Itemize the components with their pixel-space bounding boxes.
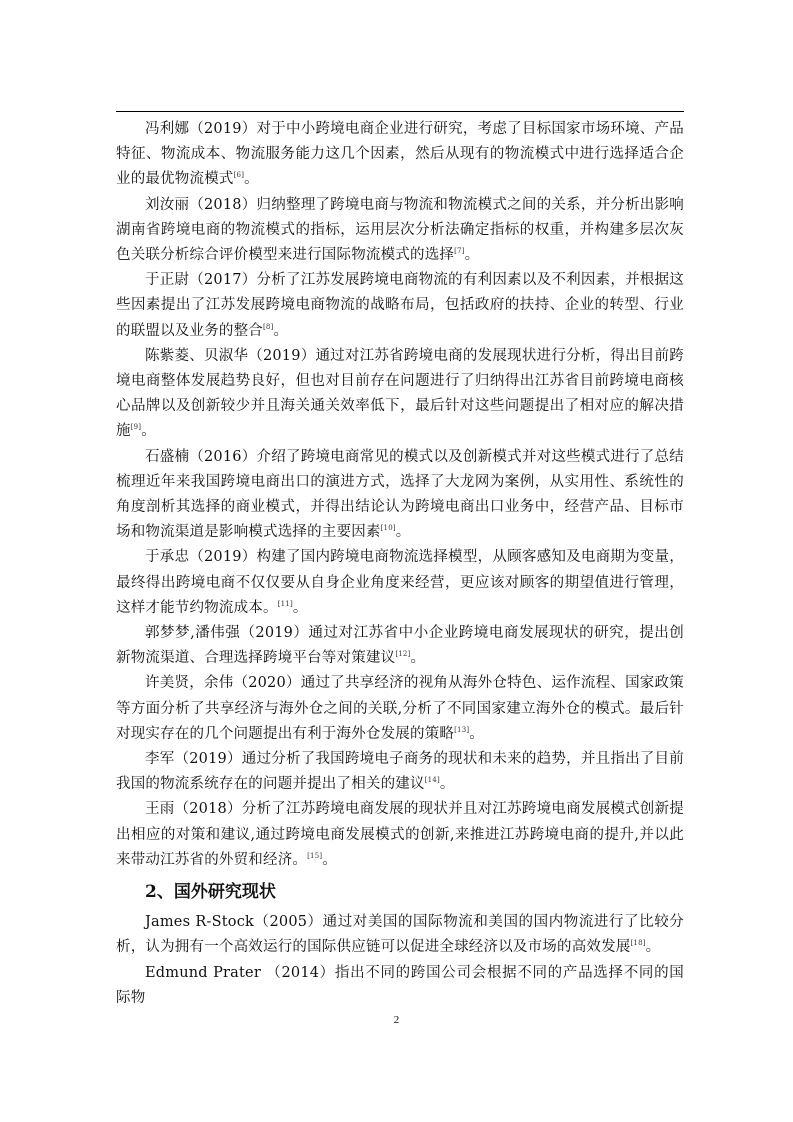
page-number: 2 — [393, 1014, 400, 1026]
citation-ref: [6] — [233, 171, 245, 180]
body-paragraph: James R-Stock（2005）通过对美国的国际物流和美国的国内物流进行了比较分析，认为拥有一个高效运行的国际供应链可以促进全球经济以及市场的高效发展[18]。 — [116, 914, 684, 956]
body-paragraph: 于正尉（2017）分析了江苏发展跨境电商物流的有利因素以及不利因素，并根据这些因素提出了江苏发展跨境电商物流的战略布局，包括政府的扶持、企业的转型、行业的联盟以及业务的整合[8]。 — [116, 272, 684, 339]
body-paragraph: 于承忠（2019）构建了国内跨境电商物流选择模型，从顾客感知及电商期为变量，最终得出跨境电商不仅仅要从自身企业角度来经营，更应该对顾客的期望值进行管理，这样才能节约物流成本。[11]。 — [116, 549, 684, 616]
citation-ref: [18] — [630, 939, 646, 948]
body-paragraph: 李军（2019）通过分析了我国跨境电子商务的现状和未来的趋势，并且指出了目前我国的物流系统存在的问题并提出了相关的建议[14]。 — [116, 751, 684, 793]
citation-ref: [8] — [263, 322, 274, 331]
section-heading: 2、国外研究现状 — [145, 882, 276, 903]
citation-ref: [9] — [130, 423, 142, 432]
citation-ref: [13] — [454, 726, 470, 735]
citation-ref: [10] — [380, 524, 396, 533]
body-paragraph: 刘汝丽（2018）归纳整理了跨境电商与物流和物流模式之间的关系，并分析出影响湖南省跨境电商的物流模式的指标，运用层次分析法确定指标的权重，并构建多层次灰色关联分析综合评价模型来进行国际物流模式的选择[7]。 — [116, 196, 684, 264]
citation-ref: [12] — [395, 650, 411, 659]
document-body — [116, 117, 684, 1011]
body-paragraph: 许美贤，余伟（2020）通过了共享经济的视角从海外仓特色、运作流程、国家政策等方面分析了共享经济与海外仓之间的关联,分析了不同国家建立海外仓的模式。最后针对现实存在的几个问题提出有利于海外仓发展的策略[13]。 — [116, 675, 684, 742]
body-paragraph: 冯利娜（2019）对于中小跨境电商企业进行研究，考虑了目标国家市场环境、产品特征、物流成本、物流服务能力这几个因素，然后从现有的物流模式中进行选择适合企业的最优物流模式[6]。 — [116, 121, 684, 188]
body-paragraph: 王雨（2018）分析了江苏跨境电商发展的现状并且对江苏跨境电商发展模式创新提出相应的对策和建议,通过跨境电商发展模式的创新,来推进江苏跨境电商的提升,并以此来带动江苏省的外贸和经济。[15]。 — [116, 801, 684, 868]
citation-ref: [7] — [454, 247, 465, 256]
header-rule — [116, 111, 684, 112]
citation-ref: [14] — [424, 776, 440, 785]
body-paragraph: Edmund Prater （2014）指出不同的跨国公司会根据不同的产品选择不同的国际物 — [116, 964, 684, 1006]
citation-ref: [15] — [307, 852, 323, 861]
body-paragraph: 石盛楠（2016）介绍了跨境电商常见的模式以及创新模式并对这些模式进行了总结梳理近年来我国跨境电商出口的演进方式，选择了大龙网为案例，从实用性、系统性的角度剖析其选择的商业模式，并得出结论认为跨境电商出口业务中，经营产品、目标市场和物流渠道是影响模式选择的主要因素[10]。 — [116, 448, 684, 541]
body-paragraph: 郭梦梦,潘伟强（2019）通过对江苏省中小企业跨境电商发展现状的研究，提出创新物流渠道、合理选择跨境平台等对策建议[12]。 — [116, 625, 684, 667]
citation-ref: [11] — [277, 600, 293, 609]
body-paragraph: 陈紫菱、贝淑华（2019）通过对江苏省跨境电商的发展现状进行分析，得出目前跨境电商整体发展趋势良好，但也对目前存在问题进行了归纳得出江苏省目前跨境电商核心品牌以及创新较少并且海关通关效率低下，最后针对这些问题提出了相对应的解决措施[9]。 — [116, 347, 684, 440]
